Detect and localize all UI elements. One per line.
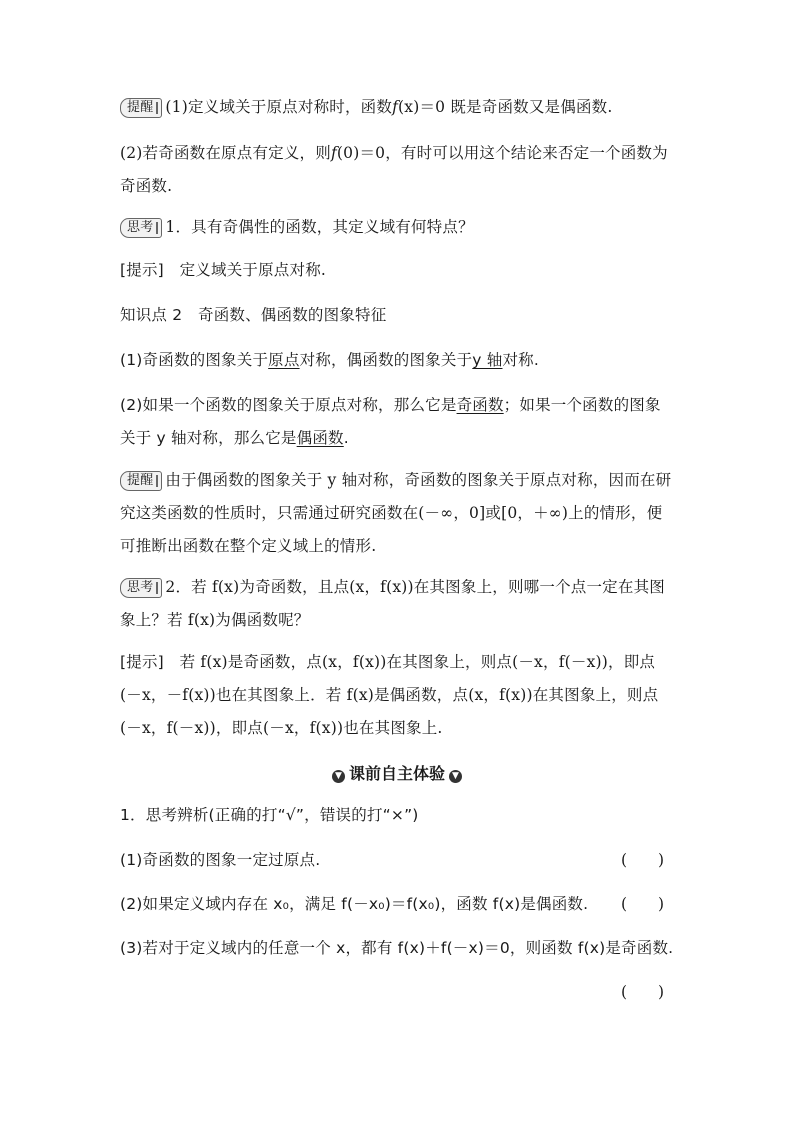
remind-paragraph-2: 提醒 由于偶函数的图象关于 y 轴对称，奇函数的图象关于原点对称，因而在研究这类函数的性质时，只需通过研究函数在(－∞，0]或[0，＋∞)上的情形，便可推断出函数在整个定义域上的情形.: [120, 471, 672, 555]
answer-blank-1[interactable]: ( ): [621, 851, 665, 869]
odd-function-origin-note: (2)若奇函数在原点有定义，则f(0)＝0，有时可以用这个结论来否定一个函数为奇函数.: [120, 144, 668, 195]
exercise-item-3: (3)若对于定义域内的任意一个 x，都有 f(x)＋f(－x)＝0，则函数 f(x)是奇函数.: [120, 939, 674, 957]
exercise-item-2: (2)如果定义域内存在 x₀，满足 f(－x₀)＝f(x₀)，函数 f(x)是偶函数.: [120, 895, 589, 913]
hint-label: [提示]: [120, 653, 164, 671]
down-arrow-icon: ▼: [332, 770, 345, 783]
hint-label: [提示]: [120, 261, 164, 279]
exercise-intro: 1．思考辨析(正确的打“√”，错误的打“×”): [120, 806, 419, 824]
exercise-item-1: (1)奇函数的图象一定过原点.: [120, 851, 321, 869]
remind-paragraph-1: 提醒 (1)定义域关于原点对称时，函数f(x)＝0 既是奇函数又是偶函数.: [120, 91, 676, 124]
knowledge-point-2-title: 知识点 2 奇函数、偶函数的图象特征: [120, 306, 387, 324]
hint-answer-1: [提示] 定义域关于原点对称.: [120, 261, 327, 279]
remind-tag: 提醒: [120, 98, 162, 118]
think-question-2: 思考 2．若 f(x)为奇函数，且点(x，f(x))在其图象上，则哪一个点一定在其图象上？若 f(x)为偶函数呢？: [120, 578, 665, 629]
answer-blank-2[interactable]: ( ): [621, 895, 665, 913]
graph-symmetry-line-2: (2)如果一个函数的图象关于原点对称，那么它是奇函数；如果一个函数的图象关于 y 轴对称，那么它是偶函数.: [120, 396, 661, 447]
think-tag: 思考: [120, 578, 162, 598]
graph-symmetry-line-1: (1)奇函数的图象关于原点对称，偶函数的图象关于y 轴对称.: [120, 351, 540, 369]
section-heading: ▼ 课前自主体验 ▼: [0, 762, 794, 786]
down-arrow-icon: ▼: [449, 770, 462, 783]
think-question-1: 思考 1．具有奇偶性的函数，其定义域有何特点？: [120, 211, 676, 244]
remind-tag: 提醒: [120, 471, 162, 491]
answer-blank-3[interactable]: ( ): [621, 983, 665, 1001]
hint-answer-2: [提示] 若 f(x)是奇函数，点(x，f(x))在其图象上，则点(－x，f(－x))，即点(－x，－f(x))也在其图象上．若 f(x)是偶函数，点(x，f(x))在其图象上，则点(－x，f(－x))，即点(－x，f(x))也在其图象上.: [120, 653, 659, 737]
think-tag: 思考: [120, 218, 162, 238]
